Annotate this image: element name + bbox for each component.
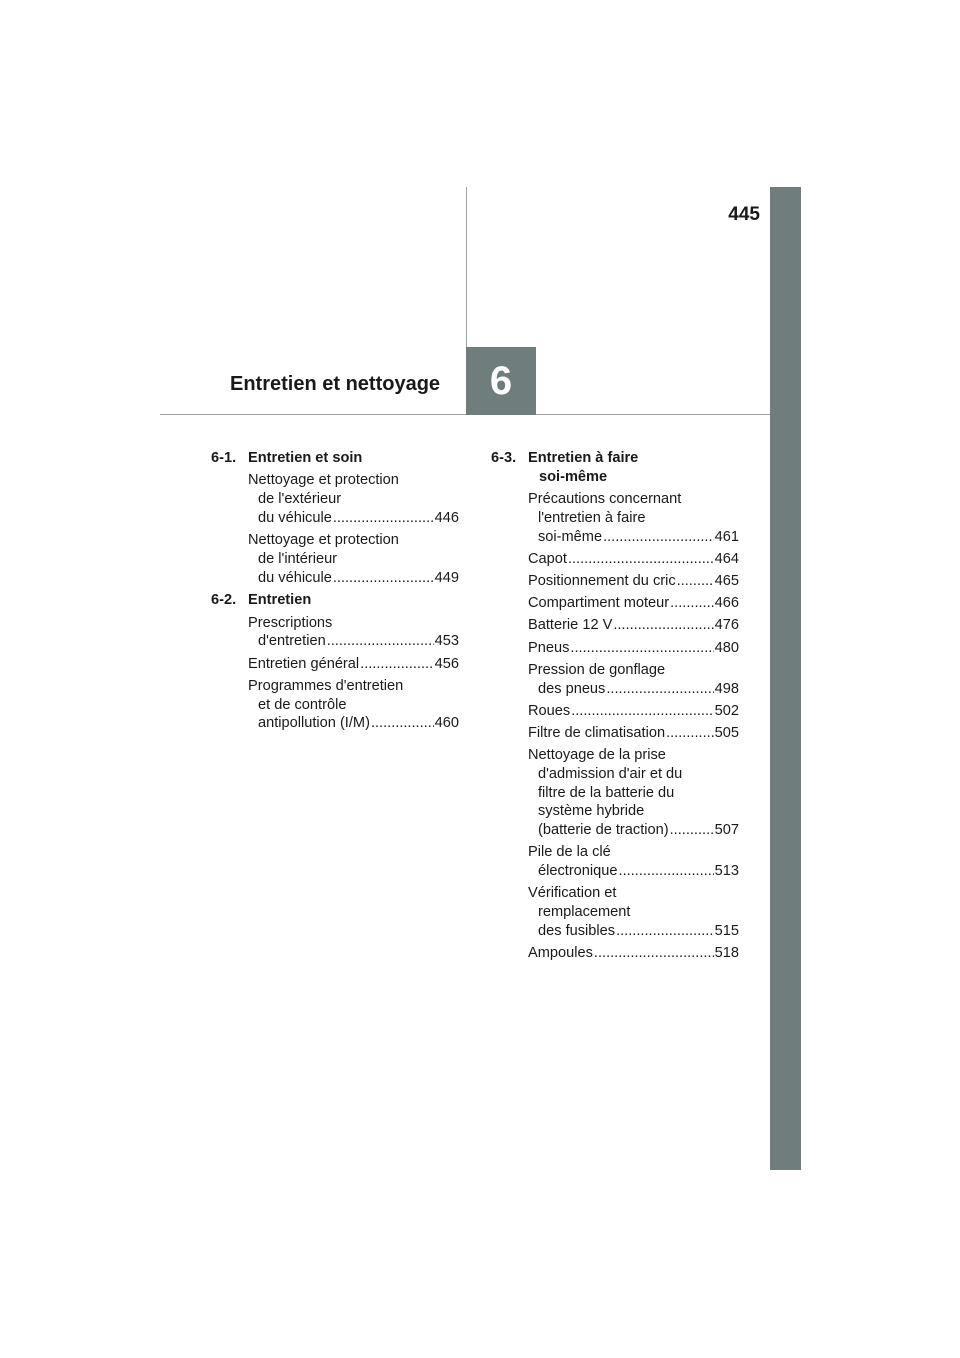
entry-page-number: 460 xyxy=(434,715,459,732)
entry-last-line xyxy=(528,594,739,613)
toc-entry[interactable] xyxy=(248,655,459,674)
dot-leader xyxy=(594,944,714,963)
toc-entry[interactable] xyxy=(528,594,739,613)
toc-entry[interactable] xyxy=(248,614,459,652)
section-title-line: Entretien xyxy=(248,592,312,609)
entry-page-number: 456 xyxy=(434,655,459,672)
entry-last-line xyxy=(248,632,459,651)
toc-left-column xyxy=(211,449,459,733)
toc-entry[interactable] xyxy=(528,884,739,940)
toc-right-column xyxy=(491,449,739,963)
toc-entry[interactable] xyxy=(528,661,739,699)
dot-leader xyxy=(677,572,714,591)
entry-last-line xyxy=(528,572,739,591)
section-title xyxy=(528,449,739,487)
dot-leader xyxy=(666,724,714,743)
entry-last-line xyxy=(528,862,739,881)
dot-leader xyxy=(606,680,713,699)
entry-text: d'entretien xyxy=(258,633,326,650)
entry-text: électronique xyxy=(538,863,618,880)
dot-leader xyxy=(603,528,714,547)
vertical-divider xyxy=(466,187,467,347)
toc-entry[interactable] xyxy=(248,471,459,527)
toc-entry[interactable] xyxy=(528,639,739,658)
entry-text: antipollution (I/M) xyxy=(258,715,370,732)
entry-text-line: d'admission d'air et du xyxy=(538,765,683,782)
section-heading xyxy=(211,449,459,468)
entry-last-line xyxy=(528,724,739,743)
toc-entry[interactable] xyxy=(528,572,739,591)
entry-text-line: et de contrôle xyxy=(258,696,347,713)
entry-page-number: 476 xyxy=(714,617,739,634)
entry-page-number: 466 xyxy=(714,595,739,612)
dot-leader xyxy=(670,821,714,840)
entry-text-line: de l'extérieur xyxy=(258,490,342,507)
toc-entry[interactable] xyxy=(528,490,739,546)
section-title xyxy=(248,449,459,468)
section-number: 6-1. xyxy=(211,450,237,466)
entry-last-line xyxy=(528,922,739,941)
section-title-line: Entretien à faire xyxy=(528,450,639,466)
entry-text: Pneus xyxy=(528,639,570,656)
entry-last-line xyxy=(248,509,459,528)
entry-text: Entretien général xyxy=(248,655,360,672)
entry-last-line xyxy=(528,821,739,840)
entry-page-number: 464 xyxy=(714,550,739,567)
dot-leader xyxy=(568,550,714,569)
entry-text: Capot xyxy=(528,550,567,567)
toc-entry[interactable] xyxy=(528,843,739,881)
section-heading xyxy=(211,591,459,610)
section-entries xyxy=(491,490,739,963)
dot-leader xyxy=(360,655,433,674)
entry-page-number: 513 xyxy=(714,863,739,880)
entry-text: Positionnement du cric xyxy=(528,572,676,589)
entry-text: soi-même xyxy=(538,528,603,545)
chapter-side-tab xyxy=(770,187,801,1170)
dot-leader xyxy=(371,714,434,733)
entry-text: Batterie 12 V xyxy=(528,617,613,634)
chapter-number: 6 xyxy=(489,358,513,403)
entry-page-number: 449 xyxy=(434,569,459,586)
dot-leader xyxy=(571,702,713,721)
entry-page-number: 505 xyxy=(714,724,739,741)
entry-text: (batterie de traction) xyxy=(538,822,669,839)
entry-text-line: Précautions concernant xyxy=(528,490,682,507)
entry-text: Ampoules xyxy=(528,945,593,962)
entry-text: des fusibles xyxy=(538,923,616,940)
section-number: 6-3. xyxy=(491,450,517,466)
entry-page-number: 498 xyxy=(714,680,739,697)
dot-leader xyxy=(333,509,434,528)
entry-page-number: 518 xyxy=(714,945,739,962)
entry-text-line: Prescriptions xyxy=(248,614,333,631)
dot-leader xyxy=(616,922,714,941)
horizontal-divider xyxy=(160,414,770,415)
entry-text-line: Pression de gonflage xyxy=(528,661,666,678)
entry-page-number: 453 xyxy=(434,633,459,650)
toc-entry[interactable] xyxy=(528,724,739,743)
toc-entry[interactable] xyxy=(528,616,739,635)
entry-page-number: 515 xyxy=(714,923,739,940)
section-entries xyxy=(211,471,459,587)
dot-leader xyxy=(570,639,713,658)
entry-text-line: système hybride xyxy=(538,803,645,820)
entry-text-line: Pile de la clé xyxy=(528,844,611,861)
section-heading xyxy=(491,449,739,487)
entry-text: Roues xyxy=(528,702,571,719)
entry-text-line: Vérification et xyxy=(528,885,617,902)
entry-last-line xyxy=(528,702,739,721)
section-entries xyxy=(211,614,459,734)
dot-leader xyxy=(670,594,714,613)
entry-last-line xyxy=(528,616,739,635)
entry-page-number: 461 xyxy=(714,528,739,545)
entry-page-number: 502 xyxy=(714,702,739,719)
section-title xyxy=(248,591,459,610)
toc-entry[interactable] xyxy=(528,746,739,840)
section-title-line: soi-même xyxy=(539,468,608,485)
entry-text-line: de l'intérieur xyxy=(258,550,338,567)
chapter-number-box xyxy=(466,347,536,415)
entry-text-line: Nettoyage et protection xyxy=(248,472,399,489)
entry-page-number: 465 xyxy=(714,572,739,589)
toc-entry[interactable] xyxy=(248,677,459,733)
entry-text: du véhicule xyxy=(258,509,332,526)
section-title-line: Entretien et soin xyxy=(248,450,363,466)
entry-text-line: Nettoyage de la prise xyxy=(528,747,666,764)
toc-entry[interactable] xyxy=(248,531,459,587)
entry-last-line xyxy=(528,639,739,658)
toc-entry[interactable] xyxy=(528,702,739,721)
toc-section xyxy=(211,449,459,587)
entry-text: Compartiment moteur xyxy=(528,595,670,612)
entry-page-number: 507 xyxy=(714,822,739,839)
dot-leader xyxy=(613,616,713,635)
entry-last-line xyxy=(528,944,739,963)
entry-text: des pneus xyxy=(538,680,606,697)
entry-page-number: 446 xyxy=(434,509,459,526)
page-number: 445 xyxy=(728,204,760,225)
entry-last-line xyxy=(528,680,739,699)
entry-text-line: l'entretien à faire xyxy=(538,509,646,526)
entry-last-line xyxy=(528,550,739,569)
chapter-title: Entretien et nettoyage xyxy=(230,373,441,395)
section-number: 6-2. xyxy=(211,592,237,609)
dot-leader xyxy=(333,569,434,588)
dot-leader xyxy=(327,632,434,651)
toc-section xyxy=(491,449,739,963)
entry-page-number: 480 xyxy=(714,639,739,656)
entry-text-line: remplacement xyxy=(538,904,631,921)
entry-text: du véhicule xyxy=(258,569,332,586)
toc-section xyxy=(211,591,459,733)
entry-last-line xyxy=(528,528,739,547)
entry-text-line: Programmes d'entretien xyxy=(248,677,404,694)
entry-last-line xyxy=(248,655,459,674)
entry-text: Filtre de climatisation xyxy=(528,724,666,741)
toc-entry[interactable] xyxy=(528,944,739,963)
entry-last-line xyxy=(248,569,459,588)
toc-entry[interactable] xyxy=(528,550,739,569)
entry-text-line: Nettoyage et protection xyxy=(248,531,399,548)
entry-text-line: filtre de la batterie du xyxy=(538,784,675,801)
dot-leader xyxy=(619,862,714,881)
entry-last-line xyxy=(248,714,459,733)
